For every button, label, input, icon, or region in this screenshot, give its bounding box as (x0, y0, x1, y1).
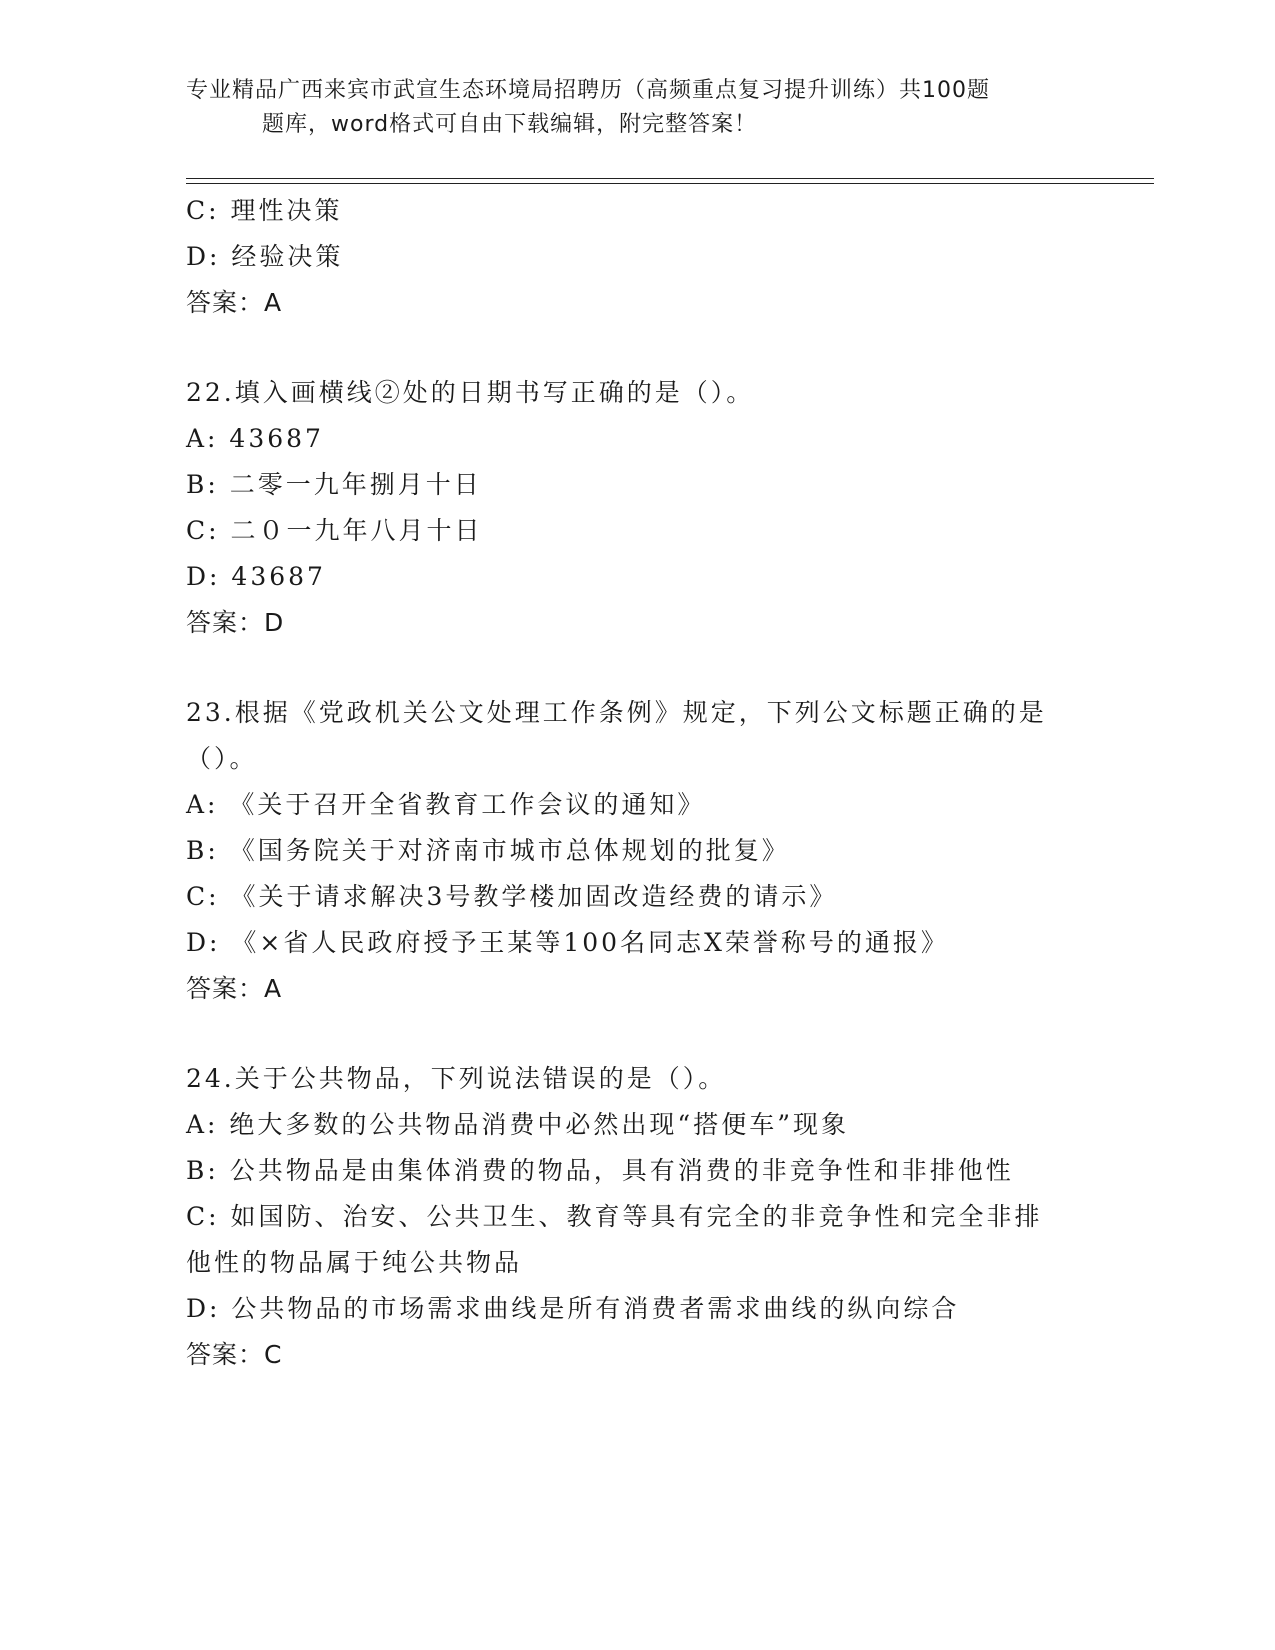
question-23 (186, 690, 1086, 1012)
document-header (186, 74, 1086, 142)
header-title-line-2: 题库，word格式可自由下载编辑，附完整答案！ (262, 112, 758, 137)
option-a: A: 43687 (186, 424, 324, 453)
option-c-line-2: 他性的物品属于纯公共物品 (186, 1248, 523, 1277)
question-stem-line-1: 23.根据《党政机关公文处理工作条例》规定，下列公文标题正确的是 (186, 698, 1047, 727)
spacer (186, 646, 1086, 690)
option-d: D: 《×省人民政府授予王某等100名同志X荣誉称号的通报》 (186, 928, 949, 957)
spacer (186, 1012, 1086, 1056)
answer-line: 答案：A (186, 974, 283, 1003)
answer-line: 答案：D (186, 608, 285, 637)
option-c-line-1: C: 如国防、治安、公共卫生、教育等具有完全的非竞争性和完全非排 (186, 1202, 1043, 1231)
option-a: A: 《关于召开全省教育工作会议的通知》 (186, 790, 706, 819)
option-c: C: 二０一九年八月十日 (186, 516, 483, 545)
question-24 (186, 1056, 1086, 1378)
question-21-continued (186, 188, 1086, 326)
question-stem: 22.填入画横线②处的日期书写正确的是（）。 (186, 378, 755, 407)
option-d: D: 经验决策 (186, 242, 344, 271)
header-title-line-1: 专业精品广西来宾市武宣生态环境局招聘历（高频重点复习提升训练）共100题 (186, 78, 990, 103)
option-d: D: 公共物品的市场需求曲线是所有消费者需求曲线的纵向综合 (186, 1294, 960, 1323)
question-stem-line-2: （）。 (186, 744, 258, 773)
option-c: C: 《关于请求解决3号教学楼加固改造经费的请示》 (186, 882, 838, 911)
option-b: B: 公共物品是由集体消费的物品，具有消费的非竞争性和非排他性 (186, 1156, 1014, 1185)
header-divider-bottom (186, 183, 1154, 184)
option-b: B: 《国务院关于对济南市城市总体规划的批复》 (186, 836, 790, 865)
question-stem: 24.关于公共物品，下列说法错误的是（）。 (186, 1064, 727, 1093)
option-d: D: 43687 (186, 562, 326, 591)
answer-line: 答案：C (186, 1340, 283, 1369)
option-b: B: 二零一九年捌月十日 (186, 470, 482, 499)
option-c: C: 理性决策 (186, 196, 343, 225)
option-a: A: 绝大多数的公共物品消费中必然出现“搭便车”现象 (186, 1110, 849, 1139)
answer-line: 答案：A (186, 288, 283, 317)
question-22 (186, 370, 1086, 646)
header-divider-top (186, 178, 1154, 179)
document-body (186, 188, 1086, 1378)
spacer (186, 326, 1086, 370)
